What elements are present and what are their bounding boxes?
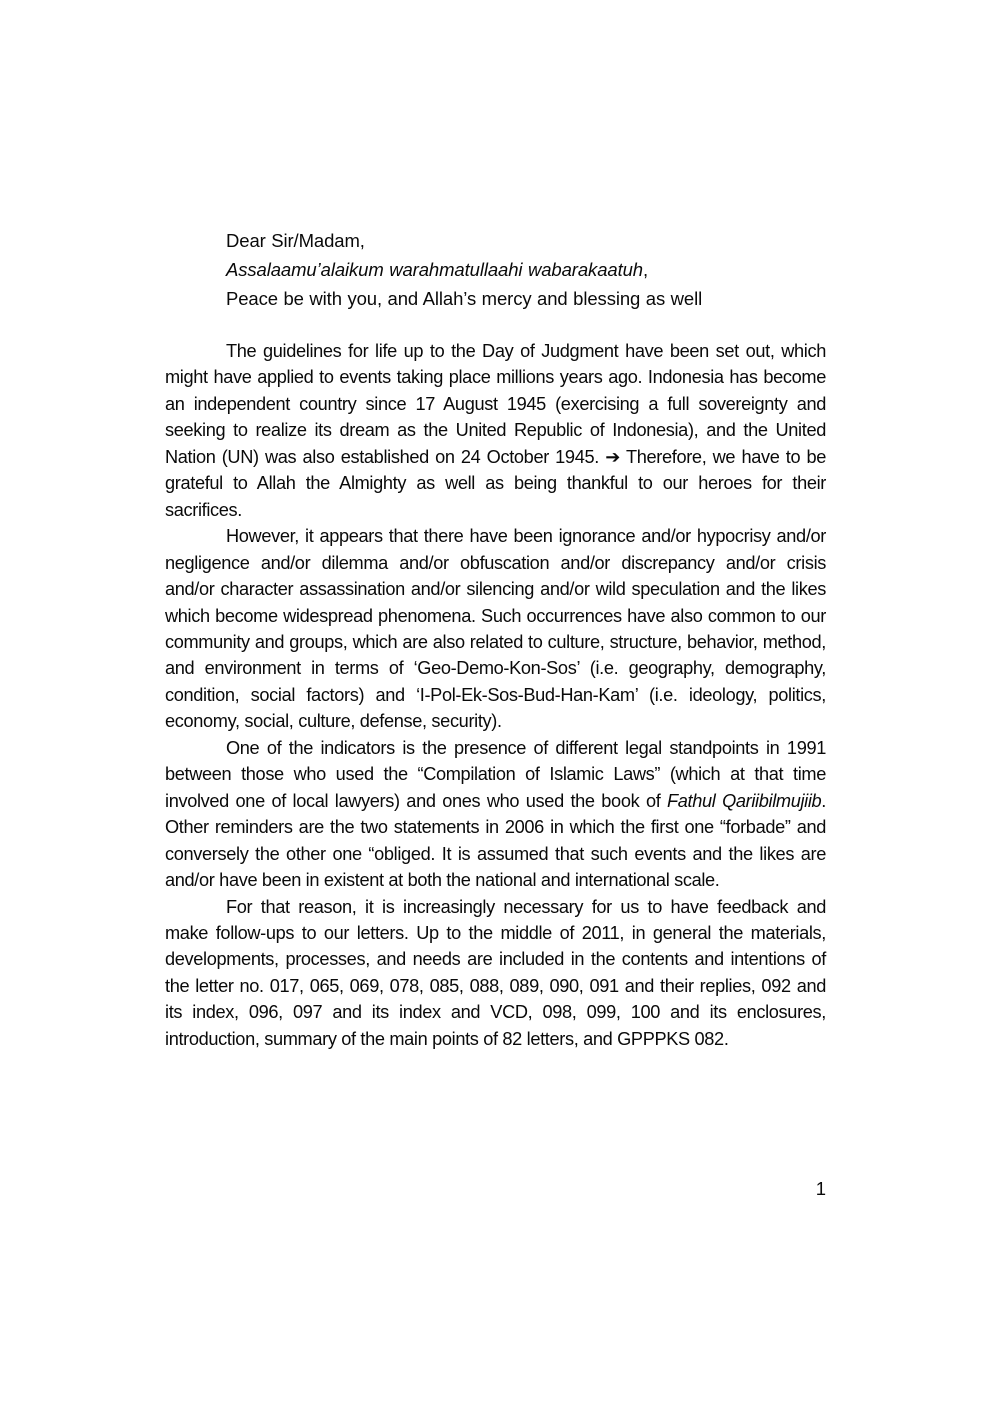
paragraph-4: For that reason, it is increasingly necessary for us to have feedback and make follow-ups to our letters. Up to the middle of 2011, in general the materials, developments, processes, and needs are included in the contents and intentions of the letter no. 017, 065, 069, 078, 085, 088, 089, 090, 091 and their replies, 092 and its index, 096, 097 and its index and VCD, 098, 099, 100 and its enclosures, introduction, summary of the main points of 82 letters, and GPPPKS 082. (165, 896, 826, 1049)
paragraph-2: However, it appears that there have been ignorance and/or hypocrisy and/or negligence and/or dilemma and/or obfuscation and/or discrepancy and/or crisis and/or character assassination and/or silencing and/or wild speculation and the likes which become widespread phenomena. Such occurrences have also common to our community and groups, which are also related to culture, structure, behavior, method, and environment in terms of ‘Geo-Demo-Kon-Sos’ (i.e. geography, demography, condition, social factors) and ‘I-Pol-Ek-Sos-Bud-Han-Kam’ (i.e. ideology, politics, economy, social, culture, defense, security). (165, 526, 826, 732)
arabic-greeting: Assalaamu’alaikum warahmatullaahi wabarakaatuh (226, 258, 643, 280)
letter-body (165, 338, 826, 1052)
paragraph-3-text-a: One of the indicators is the presence of different legal standpoints in 1991 between those who used the “Compilation of Islamic Laws” (which at that time involved one of local lawyers) and ones who used the book of (165, 737, 826, 811)
paragraph-3-text-b: . Other reminders are the two statements in 2006 in which the first one “forbade” and conversely the other one “obliged. It is assumed that such events and the likes are and/or have been in existent at both the national and international scale. (165, 790, 826, 891)
arabic-greeting-comma: , (643, 258, 649, 280)
paragraph-3 (165, 735, 826, 894)
salutation: Dear Sir/Madam, (226, 230, 365, 251)
book-title: Fathul Qariibilmujiib (667, 790, 822, 811)
arabic-greeting-line (226, 256, 702, 285)
paragraph-1-text-b: Therefore, we have to be grateful to Allah the Almighty as well as being thankful to our heroes for their sacrifices. (165, 446, 826, 520)
page-number: 1 (815, 1178, 826, 1199)
right-arrow-icon: ➔ (605, 446, 621, 467)
paragraph-1 (165, 338, 826, 523)
paragraph-1-text-a: The guidelines for life up to the Day of Judgment have been set out, which might have applied to events taking place millions years ago. Indonesia has become an independent country since 17 August 1945 (exercising a full sovereignty and seeking to realize its dream as the United Republic of Indonesia), and the United Nation (UN) was also established on 24 October 1945. (165, 341, 826, 467)
greeting-translation: Peace be with you, and Allah’s mercy and blessing as well (226, 287, 703, 309)
letter-greeting (226, 227, 702, 313)
